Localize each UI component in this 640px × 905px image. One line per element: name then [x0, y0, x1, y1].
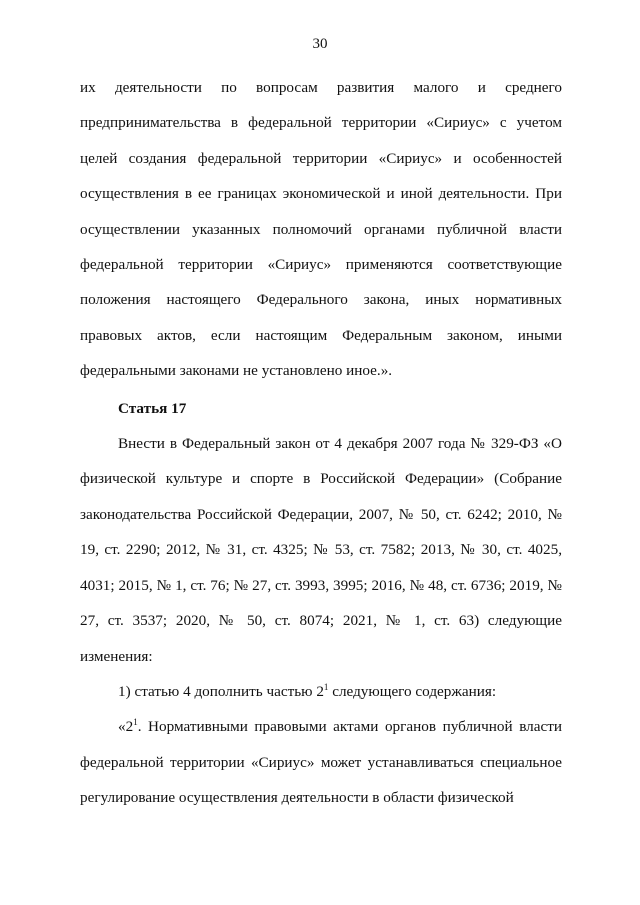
quote-text: . Нормативными правовыми актами органов публичной власти федеральной территории «Сириус» может устанавливаться специальное регулирование осуществления деятельности в области физической [80, 718, 562, 807]
quote-superscript: 1 [133, 717, 138, 728]
quote-paragraph [80, 709, 562, 815]
quote-open: «2 [118, 718, 134, 736]
article-heading: Статья 17 [118, 399, 187, 417]
continuation-paragraph: их деятельности по вопросам развития малого и среднего предпринимательства в федеральной территории «Сириус» с учетом целей создания федеральной территории «Сириус» и особенностей осуществления в ее границах экономической и иной деятельности. При осуществлении указанных полномочий органами публичной власти федеральной территории «Сириус» применяются соответствующие положения настоящего Федерального закона, иных нормативных правовых актов, если настоящим Федеральным законом, иными федеральными законами не установлено иное.». [80, 79, 562, 380]
item-1-text: 1) статью 4 дополнить частью 2 [118, 682, 324, 700]
document-body [80, 70, 562, 816]
article-intro-paragraph: Внести в Федеральный закон от 4 декабря 2007 года № 329-ФЗ «О физической культуре и спорте в Российской Федерации» (Собрание законодательства Российской Федерации, 2007, № 50, ст. 6242; 2010, № 19, ст. 2290; 2012, № 31, ст. 4325; № 53, ст. 7582; 2013, № 30, ст. 4025, 4031; 2015, № 1, ст. 76; № 27, ст. 3993, 3995; 2016, № 48, ст. 6736; 2019, № 27, ст. 3537; 2020, № 50, ст. 8074; 2021, № 1, ст. 63) следующие изменения: [80, 435, 562, 665]
item-1-suffix: следующего содержания: [328, 682, 497, 700]
page-number: 30 [312, 36, 328, 52]
item-1-paragraph [80, 674, 562, 709]
item-1-superscript: 1 [323, 681, 329, 692]
